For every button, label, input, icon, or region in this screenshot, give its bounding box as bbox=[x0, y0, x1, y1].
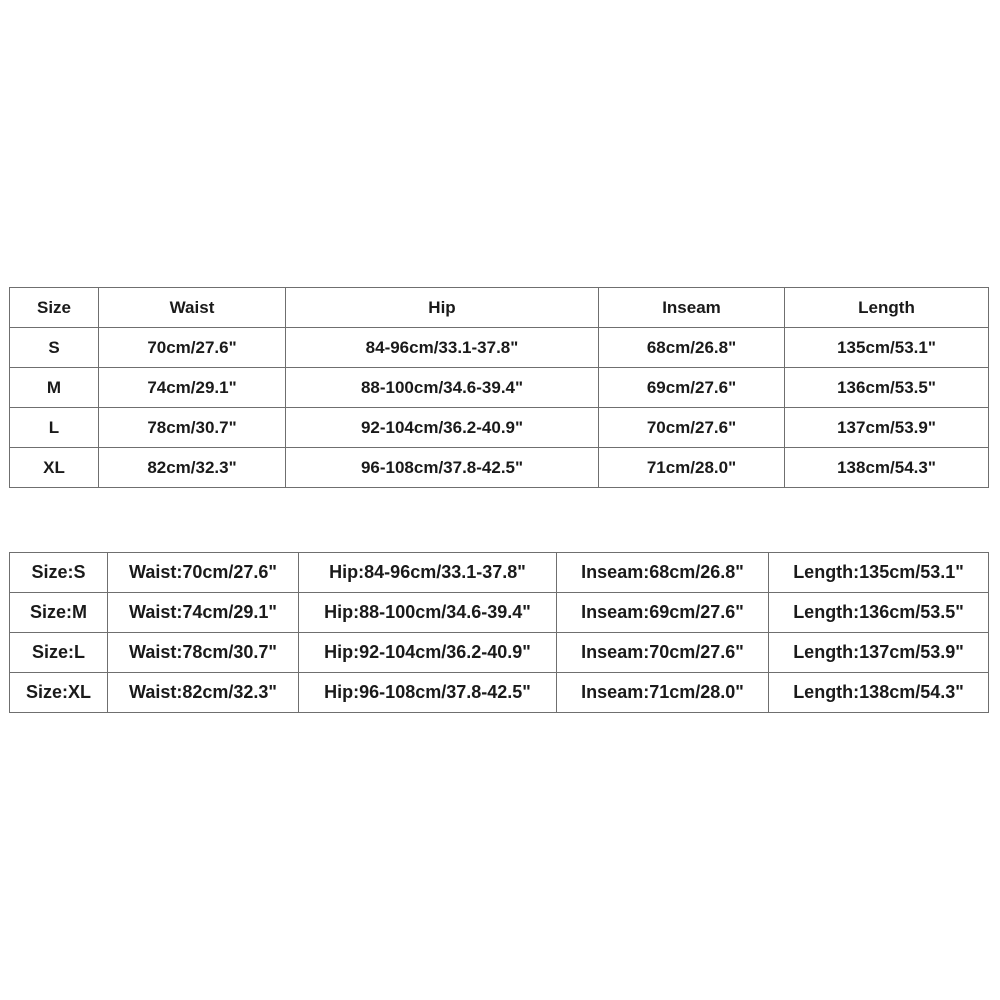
table-cell: 68cm/26.8" bbox=[599, 328, 785, 368]
table-cell: 70cm/27.6" bbox=[99, 328, 286, 368]
header-length: Length bbox=[785, 288, 989, 328]
table-cell: 84-96cm/33.1-37.8" bbox=[286, 328, 599, 368]
table-cell: 78cm/30.7" bbox=[99, 408, 286, 448]
table-cell: S bbox=[10, 328, 99, 368]
table-cell: Hip:84-96cm/33.1-37.8" bbox=[299, 553, 557, 593]
table-cell: Inseam:70cm/27.6" bbox=[557, 633, 769, 673]
table-row bbox=[10, 553, 989, 593]
table-row bbox=[10, 328, 989, 368]
header-size: Size bbox=[10, 288, 99, 328]
table-cell: Size:S bbox=[10, 553, 108, 593]
table-cell: L bbox=[10, 408, 99, 448]
table-row bbox=[10, 368, 989, 408]
table-cell: 74cm/29.1" bbox=[99, 368, 286, 408]
table-cell: Length:135cm/53.1" bbox=[769, 553, 989, 593]
table-cell: Inseam:69cm/27.6" bbox=[557, 593, 769, 633]
table-row bbox=[10, 408, 989, 448]
table-cell: Waist:70cm/27.6" bbox=[108, 553, 299, 593]
table-cell: Waist:74cm/29.1" bbox=[108, 593, 299, 633]
table-header-row bbox=[10, 288, 989, 328]
table-cell: 88-100cm/34.6-39.4" bbox=[286, 368, 599, 408]
table-cell: Length:136cm/53.5" bbox=[769, 593, 989, 633]
table-row bbox=[10, 633, 989, 673]
header-waist: Waist bbox=[99, 288, 286, 328]
table-cell: 71cm/28.0" bbox=[599, 448, 785, 488]
table-cell: XL bbox=[10, 448, 99, 488]
table-cell: 135cm/53.1" bbox=[785, 328, 989, 368]
table-cell: Size:L bbox=[10, 633, 108, 673]
table-cell: 70cm/27.6" bbox=[599, 408, 785, 448]
header-hip: Hip bbox=[286, 288, 599, 328]
table-cell: Length:138cm/54.3" bbox=[769, 673, 989, 713]
table-cell: 69cm/27.6" bbox=[599, 368, 785, 408]
table-cell: 92-104cm/36.2-40.9" bbox=[286, 408, 599, 448]
table-cell: 138cm/54.3" bbox=[785, 448, 989, 488]
table-cell: 137cm/53.9" bbox=[785, 408, 989, 448]
table-cell: Hip:96-108cm/37.8-42.5" bbox=[299, 673, 557, 713]
labeled-size-table bbox=[9, 552, 989, 713]
table-row bbox=[10, 593, 989, 633]
table-cell: Hip:88-100cm/34.6-39.4" bbox=[299, 593, 557, 633]
table-cell: Waist:82cm/32.3" bbox=[108, 673, 299, 713]
table-cell: Inseam:71cm/28.0" bbox=[557, 673, 769, 713]
table-row bbox=[10, 448, 989, 488]
table-cell: Inseam:68cm/26.8" bbox=[557, 553, 769, 593]
table-cell: 136cm/53.5" bbox=[785, 368, 989, 408]
header-inseam: Inseam bbox=[599, 288, 785, 328]
table-cell: 82cm/32.3" bbox=[99, 448, 286, 488]
table-cell: Hip:92-104cm/36.2-40.9" bbox=[299, 633, 557, 673]
table-cell: 96-108cm/37.8-42.5" bbox=[286, 448, 599, 488]
size-chart-table bbox=[9, 287, 989, 488]
table-row bbox=[10, 673, 989, 713]
table-cell: Length:137cm/53.9" bbox=[769, 633, 989, 673]
table-cell: Size:XL bbox=[10, 673, 108, 713]
table-cell: Waist:78cm/30.7" bbox=[108, 633, 299, 673]
table-cell: Size:M bbox=[10, 593, 108, 633]
table-cell: M bbox=[10, 368, 99, 408]
